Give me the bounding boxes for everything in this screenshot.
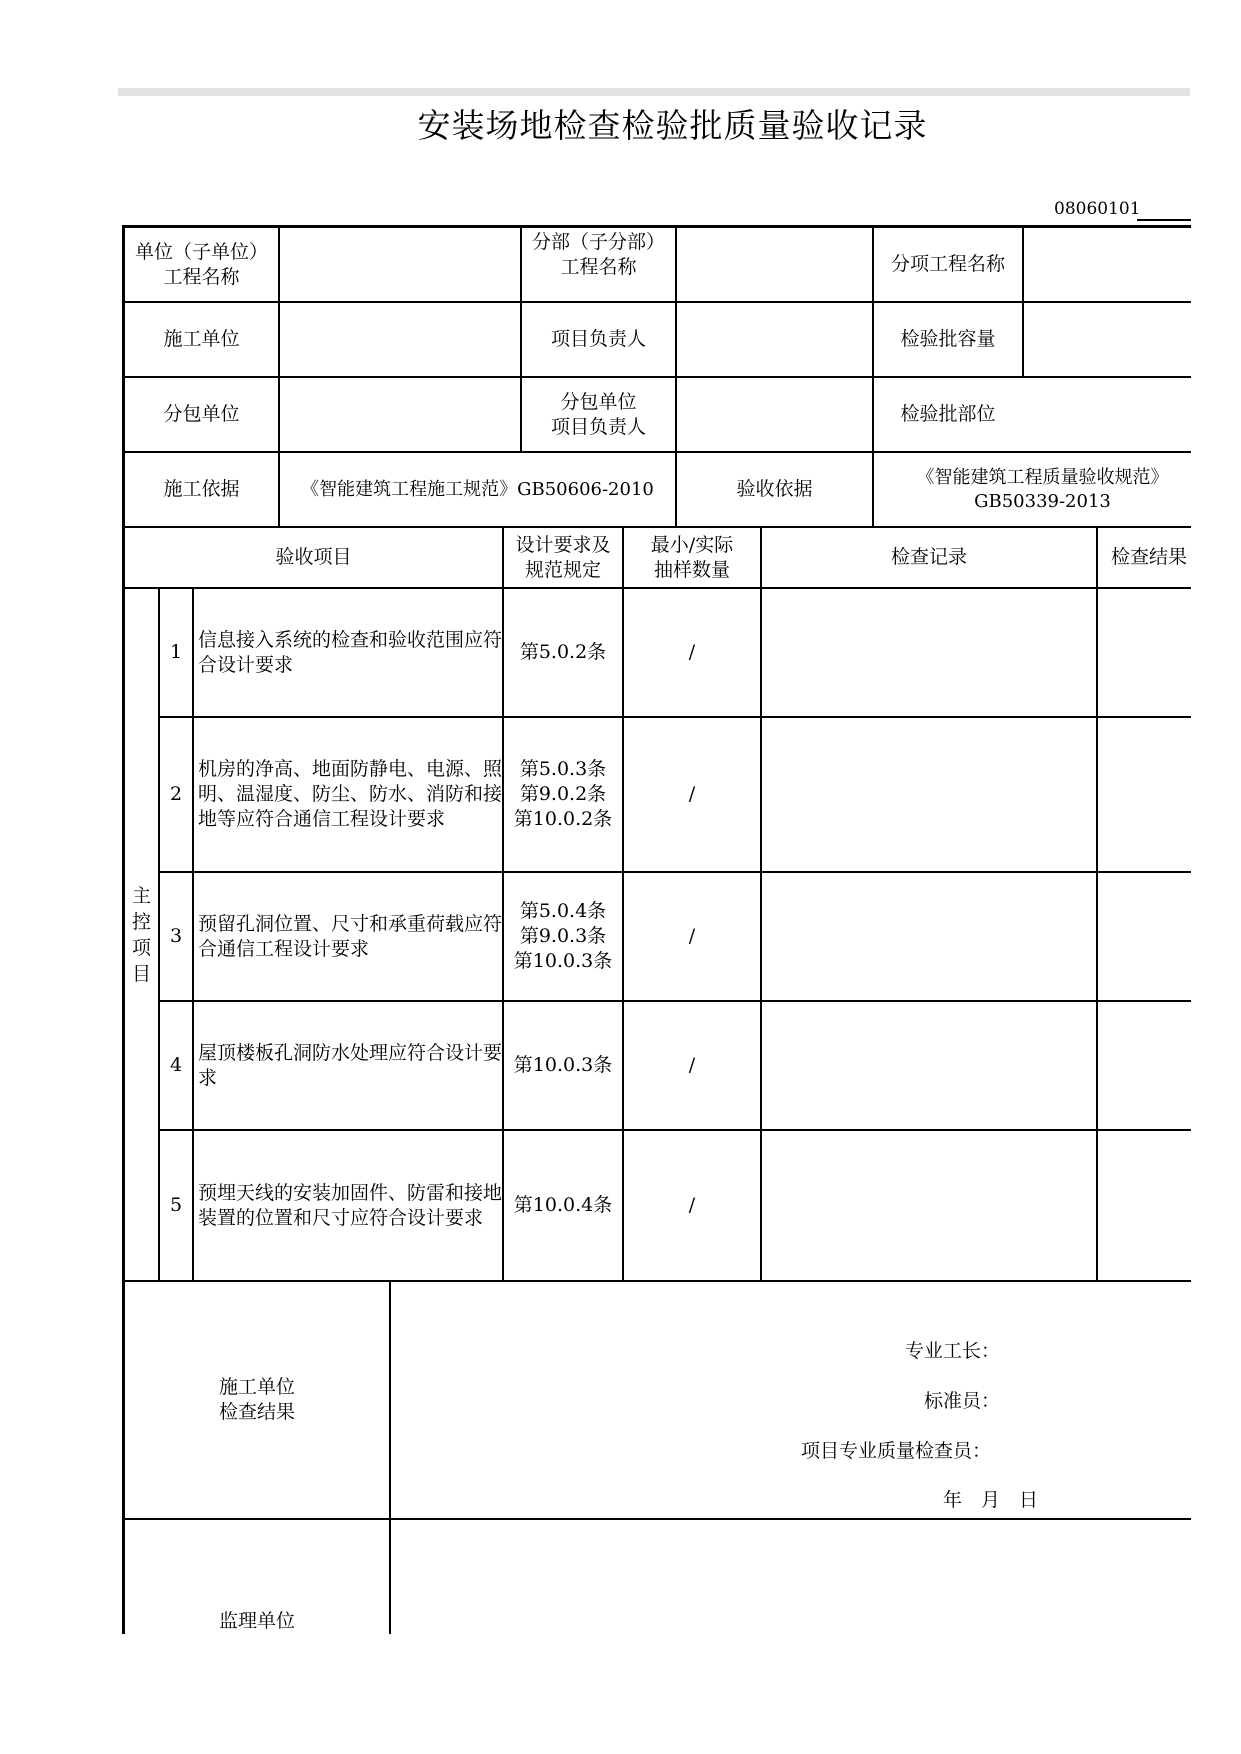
column-header-item: 验收项目 xyxy=(275,546,352,568)
project-manager-label: 项目负责人 xyxy=(550,328,646,350)
subitem-value[interactable] xyxy=(1024,228,1191,301)
row-record[interactable] xyxy=(762,1002,1096,1129)
standard-officer-label: 标准员： xyxy=(924,1390,1001,1412)
row-record[interactable] xyxy=(762,1131,1096,1280)
column-header-sample: 最小/实际 抽样数量 xyxy=(650,533,734,581)
foreman-label: 专业工长： xyxy=(905,1340,1001,1362)
acceptance-basis-label: 验收依据 xyxy=(736,478,813,500)
row-item-text: 信息接入系统的检查和验收范围应符合设计要求 xyxy=(198,628,503,676)
row-result[interactable] xyxy=(1098,1131,1191,1280)
subcontractor-label: 分包单位 xyxy=(163,403,240,425)
main-control-label: 主控项目 xyxy=(131,885,151,985)
row-sample: / xyxy=(688,1054,696,1076)
row-result[interactable] xyxy=(1098,718,1191,871)
row-result[interactable] xyxy=(1098,873,1191,1000)
row-number: 5 xyxy=(169,1194,183,1216)
sub-manager-label: 分包单位 项目负责人 xyxy=(550,390,646,438)
row-sample: / xyxy=(688,783,696,805)
quality-inspector-label: 项目专业质量检查员： xyxy=(801,1440,992,1462)
project-manager-value[interactable] xyxy=(677,303,872,376)
row-number: 4 xyxy=(169,1054,183,1076)
row-number: 3 xyxy=(169,925,183,947)
division-label: 分部（子分部） 工程名称 xyxy=(531,231,665,278)
row-item-text: 预留孔洞位置、尺寸和承重荷载应符合通信工程设计要求 xyxy=(198,912,503,960)
batch-capacity-label: 检验批容量 xyxy=(900,328,996,350)
contractor-label: 施工单位 xyxy=(163,328,240,350)
row-clause: 第5.0.2条 xyxy=(519,641,607,663)
contractor-result-label: 施工单位 检查结果 xyxy=(218,1376,295,1423)
batch-location-label: 检验批部位 xyxy=(900,403,996,425)
construction-basis-value: 《智能建筑工程施工规范》GB50606-2010 xyxy=(301,479,654,500)
row-sample: / xyxy=(688,925,696,947)
row-item-text: 屋顶楼板孔洞防水处理应符合设计要求 xyxy=(198,1041,503,1089)
row-record[interactable] xyxy=(762,873,1096,1000)
row-clause: 第10.0.4条 xyxy=(513,1194,613,1216)
page-title: 安装场地检查检验批质量验收记录 xyxy=(417,106,928,145)
subitem-label: 分项工程名称 xyxy=(890,253,1005,275)
row-result[interactable] xyxy=(1098,1002,1191,1129)
contractor-value[interactable] xyxy=(280,303,520,376)
supervisor-result[interactable] xyxy=(391,1520,1191,1634)
form-code: 08060101 xyxy=(1054,199,1141,219)
row-number: 1 xyxy=(169,641,183,663)
row-clause: 第10.0.3条 xyxy=(513,1054,613,1076)
row-result[interactable] xyxy=(1098,589,1191,716)
batch-location-value[interactable] xyxy=(1024,378,1191,451)
row-clause: 第5.0.3条 第9.0.2条 第10.0.2条 xyxy=(513,758,613,830)
date-label: 年 月 日 xyxy=(943,1489,1039,1511)
construction-basis-label: 施工依据 xyxy=(163,478,240,500)
acceptance-basis-value: 《智能建筑工程质量验收规范》 GB50339-2013 xyxy=(916,466,1169,512)
row-sample: / xyxy=(688,1194,696,1216)
batch-capacity-value[interactable] xyxy=(1024,303,1191,376)
row-number: 2 xyxy=(169,783,183,805)
subcontractor-value[interactable] xyxy=(280,378,520,451)
column-header-design: 设计要求及 规范规定 xyxy=(515,533,611,581)
row-item-text: 预埋天线的安装加固件、防雷和接地装置的位置和尺寸应符合设计要求 xyxy=(198,1181,503,1229)
division-value[interactable] xyxy=(677,228,872,301)
unit-value[interactable] xyxy=(280,228,520,301)
row-clause: 第5.0.4条 第9.0.3条 第10.0.3条 xyxy=(513,900,613,972)
row-item-text: 机房的净高、地面防静电、电源、照明、温湿度、防尘、防水、消防和接地等应符合通信工程设计要求 xyxy=(198,758,503,830)
column-header-record: 检查记录 xyxy=(890,546,967,568)
row-record[interactable] xyxy=(762,718,1096,871)
column-header-result: 检查结果 xyxy=(1111,546,1188,568)
row-record[interactable] xyxy=(762,589,1096,716)
supervisor-label: 监理单位 xyxy=(219,1610,296,1632)
sub-manager-value[interactable] xyxy=(677,378,872,451)
row-sample: / xyxy=(688,641,696,663)
unit-label: 单位（子单位） 工程名称 xyxy=(134,240,268,288)
